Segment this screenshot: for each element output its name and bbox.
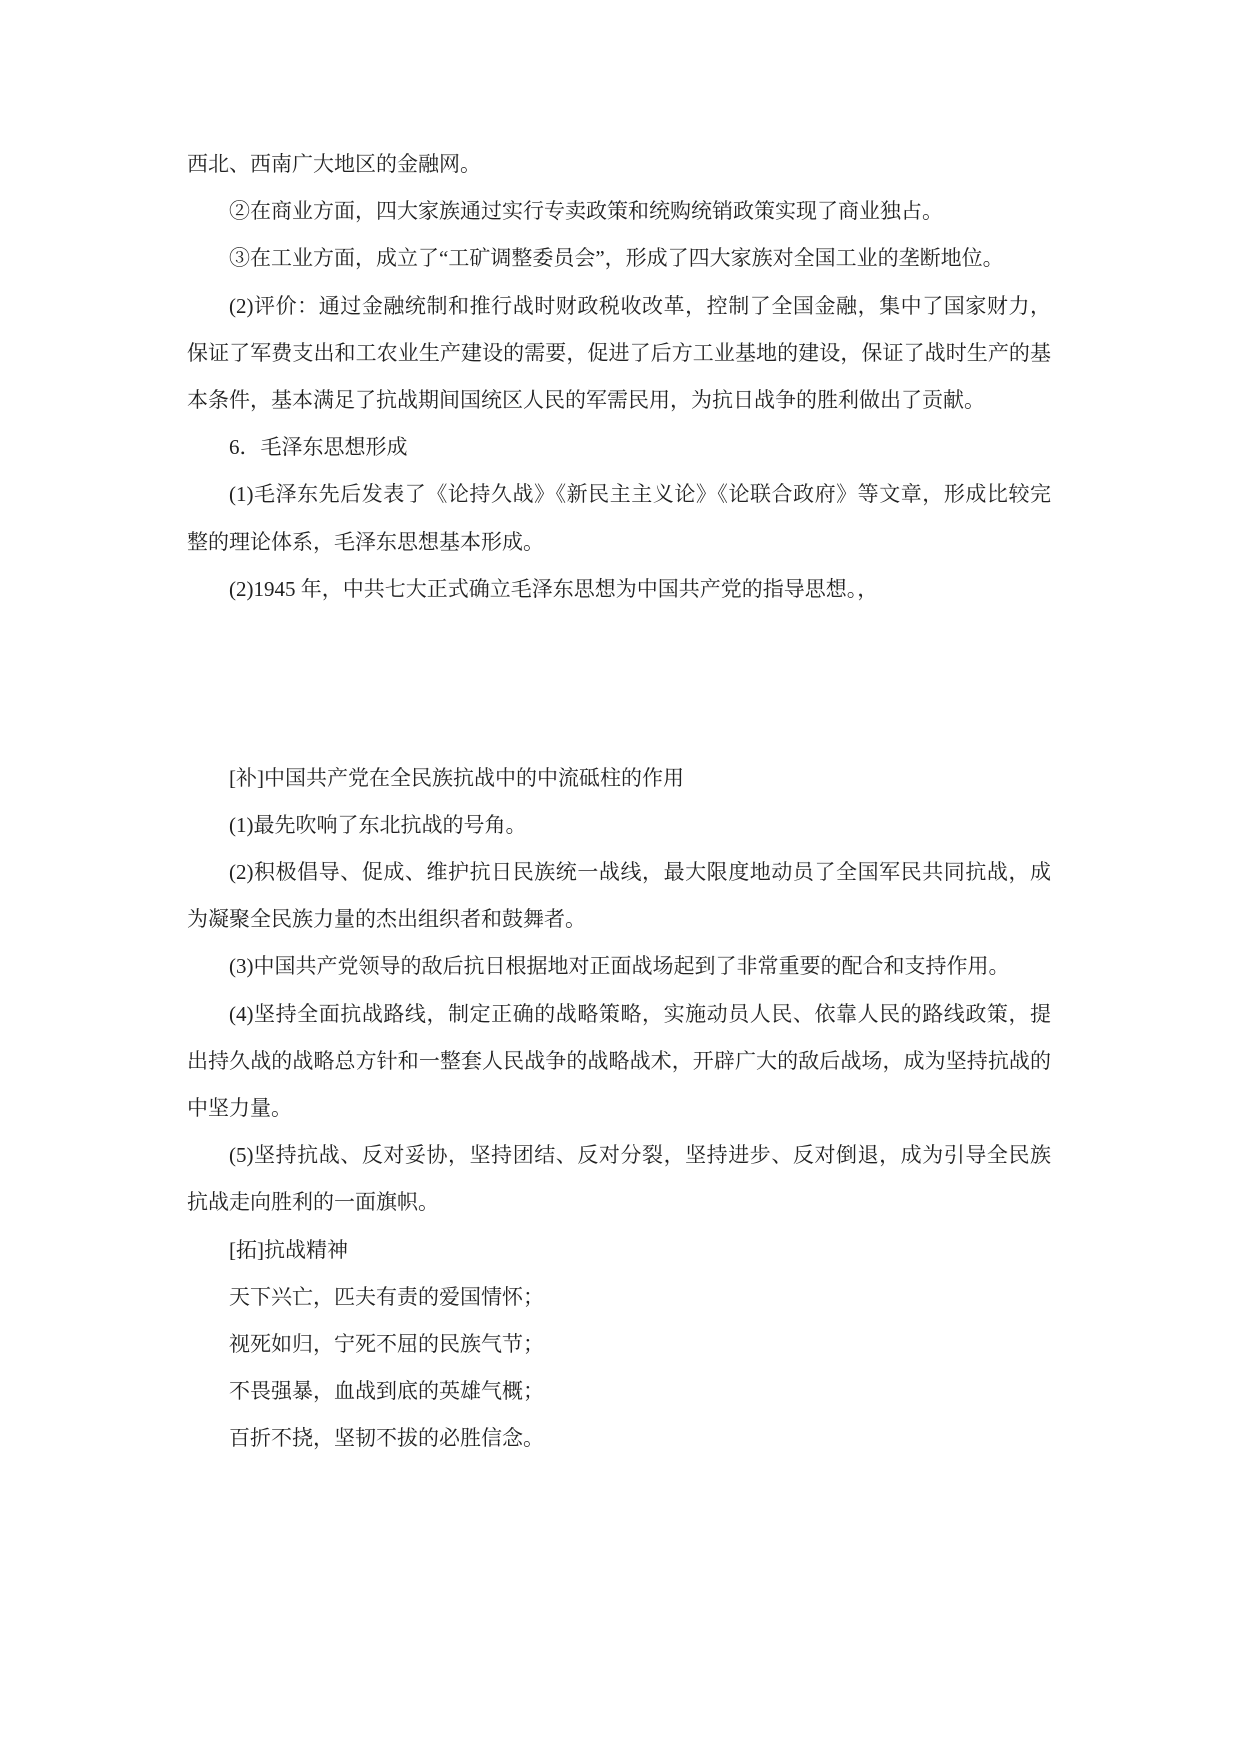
blank-line <box>187 660 1051 707</box>
paragraph: (5)坚持抗战、反对妥协，坚持团结、反对分裂，坚持进步、反对倒退，成为引导全民族抗战走向胜利的一面旗帜。 <box>187 1143 1051 1215</box>
paragraph: (1)最先吹响了东北抗战的号角。 <box>229 812 527 837</box>
paragraph: (2)评价：通过金融统制和推行战时财政税收改革，控制了全国金融，集中了国家财力，保证了军费支出和工农业生产建设的需要，促进了后方工业基地的建设，保证了战时生产的基本条件，基本满足了抗战期间国统区人民的军需民用，为抗日战争的胜利做出了贡献。 <box>187 293 1051 413</box>
paragraph: [补]中国共产党在全民族抗战中的中流砥柱的作用 <box>229 765 684 790</box>
blank-line <box>187 613 1051 660</box>
paragraph: (2)积极倡导、促成、维护抗日民族统一战线，最大限度地动员了全国军民共同抗战，成为凝聚全民族力量的杰出组织者和鼓舞者。 <box>187 860 1051 932</box>
paragraph: (1)毛泽东先后发表了《论持久战》《新民主主义论》《论联合政府》等文章，形成比较完整的理论体系，毛泽东思想基本形成。 <box>187 482 1051 554</box>
paragraph: 百折不挠，坚韧不拔的必胜信念。 <box>229 1426 544 1451</box>
paragraph: (3)中国共产党领导的敌后抗日根据地对正面战场起到了非常重要的配合和支持作用。 <box>229 954 1010 979</box>
paragraph: (4)坚持全面抗战路线，制定正确的战略策略，实施动员人民、依靠人民的路线政策，提出持久战的战略总方针和一整套人民战争的战略战术，开辟广大的敌后战场，成为坚持抗战的中坚力量。 <box>187 1001 1051 1121</box>
paragraph: 西北、西南广大地区的金融网。 <box>187 152 481 176</box>
blank-line <box>187 707 1051 754</box>
paragraph: 视死如归，宁死不屈的民族气节； <box>229 1332 544 1357</box>
paragraph: 6．毛泽东思想形成 <box>229 435 408 460</box>
paragraph: 天下兴亡，匹夫有责的爱国情怀； <box>229 1284 544 1309</box>
paragraph: 不畏强暴，血战到底的英雄气概； <box>229 1379 544 1404</box>
paragraph: ②在商业方面，四大家族通过实行专卖政策和统购统销政策实现了商业独占。 <box>229 199 943 224</box>
paragraph: [拓]抗战精神 <box>229 1237 348 1262</box>
document-content <box>187 141 1051 1463</box>
paragraph: (2)1945 年，中共七大正式确立毛泽东思想为中国共产党的指导思想。， <box>229 576 879 601</box>
paragraph: ③在工业方面，成立了“工矿调整委员会”，形成了四大家族对全国工业的垄断地位。 <box>229 246 1004 271</box>
